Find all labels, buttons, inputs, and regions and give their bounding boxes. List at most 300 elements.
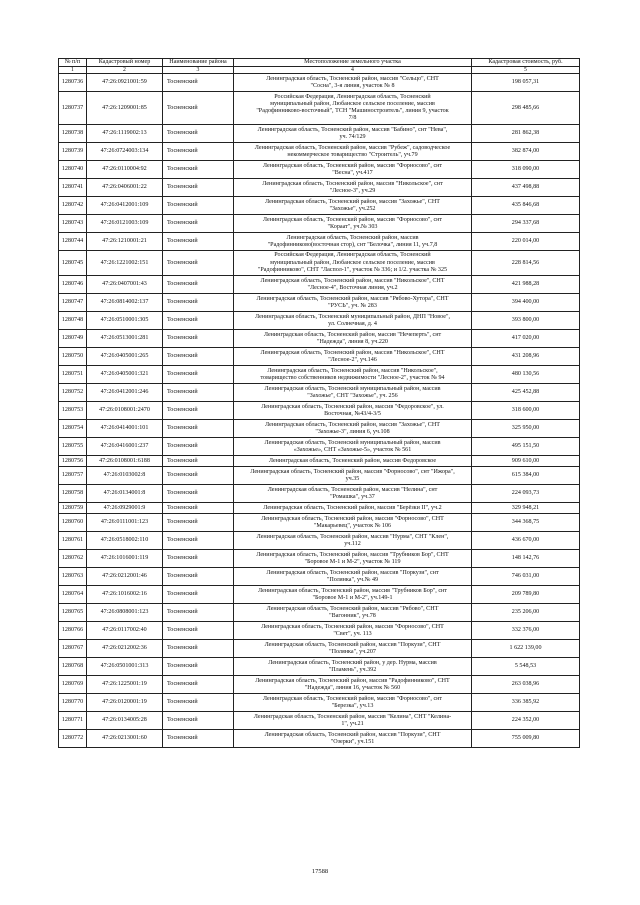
table-row — [59, 143, 580, 161]
table-row — [59, 622, 580, 640]
address-line: "Радофинниково", СНТ "Ласпол-1", участок № 336; и 1/2. участка № 325 — [257, 266, 448, 273]
cadastral-table-container — [58, 58, 579, 748]
address-line: "Лесное-2", уч.146 — [328, 356, 377, 363]
row-number-cell: 1280739 — [59, 143, 87, 161]
address-line: Ленинградская область, Тосненский район, массив "Федоровское", ул. — [261, 403, 444, 410]
row-number-cell: 1280744 — [59, 233, 87, 251]
address-line: "Радофинниково(восточная стор), снт "Белочка", линия 11, уч.7,8 — [267, 241, 438, 248]
district-cell: Тосненский — [163, 215, 234, 233]
address-line: Ленинградская область, Тосненский район, массив "Поркузи", СНТ — [264, 641, 441, 648]
address-cell — [234, 467, 472, 485]
table-row — [59, 658, 580, 676]
address-line: Ленинградская область, Тосненский район, массив — [286, 234, 419, 241]
cadastral-cost-cell: 5 548,53 — [472, 658, 580, 676]
cadastral-cost-cell: 281 862,38 — [472, 125, 580, 143]
address-cell — [234, 712, 472, 730]
district-cell: Тосненский — [163, 604, 234, 622]
district-cell: Тосненский — [163, 568, 234, 586]
address-line: "Лесное-3", уч.29 — [329, 187, 376, 194]
cadastral-cost-cell: 332 376,00 — [472, 622, 580, 640]
district-cell: Тосненский — [163, 712, 234, 730]
table-row — [59, 251, 580, 276]
cadastral-cost-cell: 198 057,31 — [472, 74, 580, 92]
column-number: 1 — [59, 67, 87, 74]
address-line: "Свет", уч. 113 — [333, 630, 372, 637]
district-cell: Тосненский — [163, 294, 234, 312]
table-row — [59, 197, 580, 215]
cadastral-number-cell: 47:26:0724003:134 — [87, 143, 163, 161]
cadastral-cost-cell: 436 670,00 — [472, 532, 580, 550]
table-row — [59, 467, 580, 485]
cadastral-number-cell: 47:26:0134001:8 — [87, 485, 163, 503]
cadastral-cost-cell: 294 337,68 — [472, 215, 580, 233]
address-cell — [234, 485, 472, 503]
district-cell: Тосненский — [163, 503, 234, 514]
address-cell — [234, 366, 472, 384]
district-cell: Тосненский — [163, 730, 234, 748]
address-line: "Надежда", линия 8, уч.220 — [317, 338, 388, 345]
header-row — [59, 59, 580, 67]
table-row — [59, 348, 580, 366]
district-cell: Тосненский — [163, 676, 234, 694]
row-number-cell: 1280740 — [59, 161, 87, 179]
cadastral-number-cell: 47:26:1225001:19 — [87, 676, 163, 694]
row-number-cell: 1280768 — [59, 658, 87, 676]
cadastral-cost-cell: 325 950,00 — [472, 420, 580, 438]
district-cell: Тосненский — [163, 694, 234, 712]
table-row — [59, 125, 580, 143]
row-number-cell: 1280764 — [59, 586, 87, 604]
cadastral-number-cell: 47:26:0120001:19 — [87, 694, 163, 712]
district-cell: Тосненский — [163, 161, 234, 179]
cadastral-number-cell: 47:26:1209001:85 — [87, 92, 163, 125]
table-row — [59, 712, 580, 730]
address-line: "Надежда", линия 16, участок № 560 — [304, 684, 401, 691]
cadastral-cost-cell: 755 009,80 — [472, 730, 580, 748]
row-number-cell: 1280753 — [59, 402, 87, 420]
district-cell: Тосненский — [163, 658, 234, 676]
cadastral-cost-cell: 235 206,00 — [472, 604, 580, 622]
cadastral-cost-cell: 1 622 139,00 — [472, 640, 580, 658]
address-line: уч.112 — [344, 540, 361, 547]
cadastral-number-cell: 47:26:0414001:101 — [87, 420, 163, 438]
district-cell: Тосненский — [163, 514, 234, 532]
address-line: уч. 74/129 — [339, 133, 366, 140]
address-line: "Боровое М-1 и М-2", участок № 119 — [304, 558, 401, 565]
address-line: Ленинградская область, Тосненский район, массив Федоровское — [268, 457, 437, 464]
district-cell: Тосненский — [163, 622, 234, 640]
cadastral-cost-cell: 909 610,00 — [472, 456, 580, 467]
cadastral-number-cell: 47:26:0110004:92 — [87, 161, 163, 179]
address-line: "Весна", уч.417 — [332, 169, 373, 176]
address-line: Ленинградская область, Тосненский район, массив "Поркузи", СНТ — [264, 731, 441, 738]
table-row — [59, 485, 580, 503]
address-cell — [234, 74, 472, 92]
district-cell: Тосненский — [163, 143, 234, 161]
address-line: "Сосна", 3-я линия, участок № 8 — [310, 82, 395, 89]
table-row — [59, 568, 580, 586]
address-line: "Макарьевец", участок № 106 — [313, 522, 392, 529]
row-number-cell: 1280772 — [59, 730, 87, 748]
district-cell: Тосненский — [163, 366, 234, 384]
address-cell — [234, 730, 472, 748]
address-line: Ленинградская область, Тосненский район, массив "Келина", СНТ "Келина- — [253, 713, 452, 720]
address-line: Ленинградская область, Тосненский район, массив "Никольское", — [267, 367, 438, 374]
address-cell — [234, 514, 472, 532]
cadastral-cost-cell: 393 800,00 — [472, 312, 580, 330]
cadastral-number-cell: 47:26:0921001:59 — [87, 74, 163, 92]
address-line: "Радофинниково-восточный", ТСН "Машиностроитель", линия 9, участок — [256, 108, 449, 115]
address-cell — [234, 658, 472, 676]
row-number-cell: 1280758 — [59, 485, 87, 503]
table-row — [59, 420, 580, 438]
address-cell — [234, 694, 472, 712]
cadastral-cost-cell: 263 038,96 — [472, 676, 580, 694]
address-cell — [234, 456, 472, 467]
address-line: Российская Федерация, Ленинградская область, Тосненский — [274, 93, 431, 100]
row-number-cell: 1280757 — [59, 467, 87, 485]
address-line: "Захожье", уч.252 — [329, 205, 376, 212]
cadastral-cost-cell: 336 385,92 — [472, 694, 580, 712]
cadastral-number-cell: 47:26:0212002:36 — [87, 640, 163, 658]
address-line: "Кораат", уч.№ 303 — [327, 223, 378, 230]
district-cell: Тосненский — [163, 197, 234, 215]
district-cell: Тосненский — [163, 74, 234, 92]
column-number: 3 — [163, 67, 234, 74]
row-number-cell: 1280765 — [59, 604, 87, 622]
table-row — [59, 312, 580, 330]
address-line: Ленинградская область, Тосненский район, массив "Рябово-Хутора", СНТ — [256, 295, 449, 302]
row-number-cell: 1280748 — [59, 312, 87, 330]
table-row — [59, 694, 580, 712]
address-line: Ленинградская область, Тосненский район, массив "Форносово", СНТ — [261, 623, 444, 630]
table-row — [59, 503, 580, 514]
district-cell: Тосненский — [163, 438, 234, 456]
address-line: "Озерки", уч.151 — [330, 738, 375, 745]
table-row — [59, 402, 580, 420]
table-row — [59, 330, 580, 348]
address-cell — [234, 251, 472, 276]
cadastral-number-cell: 47:26:0412001:246 — [87, 384, 163, 402]
cadastral-cost-cell: 425 452,88 — [472, 384, 580, 402]
address-line: Ленинградская область, Тосненский муниципальный район, ДНП "Новое", — [255, 313, 450, 320]
cadastral-number-cell: 47:26:0405001:321 — [87, 366, 163, 384]
address-line: "Полянка", уч.№ 49 — [326, 576, 379, 583]
cadastral-cost-cell: 318 090,00 — [472, 161, 580, 179]
district-cell: Тосненский — [163, 384, 234, 402]
address-cell — [234, 276, 472, 294]
address-line: Ленинградская область, Тосненский муниципальный район, массив — [264, 385, 441, 392]
table-row — [59, 640, 580, 658]
table-row — [59, 676, 580, 694]
address-line: Ленинградская область, Тосненский район, массив "Никольское", СНТ — [260, 277, 445, 284]
address-line: Ленинградская область, Тосненский район, массив "Трубников Бор", СНТ — [256, 551, 449, 558]
table-row — [59, 586, 580, 604]
address-cell — [234, 402, 472, 420]
cadastral-cost-cell: 329 948,21 — [472, 503, 580, 514]
address-cell — [234, 312, 472, 330]
address-line: Ленинградская область, Тосненский район, массив "Нелина", снт — [267, 486, 438, 493]
row-number-cell: 1280741 — [59, 179, 87, 197]
table-row — [59, 294, 580, 312]
cadastral-number-cell: 47:26:0518002:110 — [87, 532, 163, 550]
address-line: Ленинградская область, Тосненский район, массив "Радофинниково", СНТ — [255, 677, 450, 684]
address-line: Ленинградская область, Тосненский район, массив "Захожье", СНТ — [265, 421, 440, 428]
address-line: Ленинградская область, Тосненский район, массив "Форносово", снт — [262, 162, 443, 169]
row-number-cell: 1280746 — [59, 276, 87, 294]
column-number: 4 — [234, 67, 472, 74]
cadastral-cost-cell: 382 874,00 — [472, 143, 580, 161]
cadastral-number-cell: 47:26:0814002:137 — [87, 294, 163, 312]
row-number-cell: 1280763 — [59, 568, 87, 586]
cadastral-number-cell: 47:26:1016001:119 — [87, 550, 163, 568]
district-cell: Тосненский — [163, 348, 234, 366]
address-line: "Пламень", уч.392 — [328, 666, 377, 673]
row-number-cell: 1280737 — [59, 92, 87, 125]
address-cell — [234, 215, 472, 233]
table-row — [59, 730, 580, 748]
cadastral-cost-cell: 228 814,56 — [472, 251, 580, 276]
cadastral-cost-cell: 224 352,00 — [472, 712, 580, 730]
table-body — [59, 74, 580, 748]
cadastral-number-cell: 47:26:0134005:28 — [87, 712, 163, 730]
row-number-cell: 1280771 — [59, 712, 87, 730]
address-cell — [234, 197, 472, 215]
address-line: "Захожье", СНТ "Захожье", уч. 256 — [307, 392, 398, 399]
district-cell: Тосненский — [163, 532, 234, 550]
address-cell — [234, 294, 472, 312]
address-line: Ленинградская область, Тосненский район, массив "Рябово", СНТ — [266, 605, 439, 612]
table-row — [59, 179, 580, 197]
address-cell — [234, 532, 472, 550]
table-row — [59, 92, 580, 125]
cadastral-number-cell: 47:26:0407001:43 — [87, 276, 163, 294]
address-cell — [234, 233, 472, 251]
cadastral-cost-cell: 209 789,80 — [472, 586, 580, 604]
address-line: муниципальный район, Любанское сельское поселение, массив — [270, 259, 435, 266]
cadastral-cost-cell: 495 151,50 — [472, 438, 580, 456]
district-cell: Тосненский — [163, 586, 234, 604]
address-line: "РУСЬ", уч. № 283 — [328, 302, 377, 309]
cadastral-cost-cell: 615 384,00 — [472, 467, 580, 485]
cadastral-cost-cell: 148 142,76 — [472, 550, 580, 568]
address-cell — [234, 125, 472, 143]
address-cell — [234, 330, 472, 348]
table-row — [59, 233, 580, 251]
address-line: Ленинградская область, Тосненский район, массив "Рубеж", садоводческое — [254, 144, 451, 151]
address-line: Ленинградская область, Тосненский район, массив "Трубников Бор", снт — [258, 587, 447, 594]
table-row — [59, 366, 580, 384]
address-line: Ленинградская область, Тосненский район, массив "Форносово", снт — [262, 216, 443, 223]
address-cell — [234, 420, 472, 438]
district-cell: Тосненский — [163, 312, 234, 330]
cadastral-cost-cell: 394 400,00 — [472, 294, 580, 312]
cadastral-cost-cell: 746 031,00 — [472, 568, 580, 586]
cadastral-cost-cell: 224 093,73 — [472, 485, 580, 503]
row-number-cell: 1280750 — [59, 348, 87, 366]
table-row — [59, 384, 580, 402]
table-row — [59, 215, 580, 233]
cadastral-cost-cell: 318 600,00 — [472, 402, 580, 420]
address-line: Ленинградская область, Тосненский район, массив "Никольское", СНТ — [260, 349, 445, 356]
district-cell: Тосненский — [163, 550, 234, 568]
row-number-cell: 1280755 — [59, 438, 87, 456]
address-line: Ленинградская область, Тосненский муниципальный район, массив — [264, 439, 441, 446]
address-line: муниципальный район, Любанское сельское поселение, массив — [270, 101, 435, 107]
address-line: ул. Солнечная, д. 4 — [328, 320, 377, 327]
row-number-cell: 1280762 — [59, 550, 87, 568]
address-cell — [234, 179, 472, 197]
table-row — [59, 514, 580, 532]
address-line: "Боровое М-1 и М-2", уч.149-1 — [312, 594, 393, 601]
cadastral-cost-cell: 417 020,00 — [472, 330, 580, 348]
row-number-cell: 1280736 — [59, 74, 87, 92]
table-row — [59, 532, 580, 550]
cadastral-number-cell: 47:26:0501001:313 — [87, 658, 163, 676]
row-number-cell: 1280747 — [59, 294, 87, 312]
row-number-cell: 1280769 — [59, 676, 87, 694]
column-header: Кадастровый номер — [87, 59, 163, 67]
cadastral-number-cell: 47:26:0212001:46 — [87, 568, 163, 586]
address-line: товарищество собственников недвижимости "Лесное-2", участок № 94 — [260, 374, 445, 381]
address-line: "Лесное-4", Восточная линия, уч.2 — [307, 284, 398, 291]
table-row — [59, 161, 580, 179]
address-cell — [234, 550, 472, 568]
row-number-cell: 1280745 — [59, 251, 87, 276]
row-number-cell: 1280759 — [59, 503, 87, 514]
cadastral-number-cell: 47:26:0808001:123 — [87, 604, 163, 622]
cadastral-number-cell: 47:26:0412001:109 — [87, 197, 163, 215]
address-cell — [234, 640, 472, 658]
table-row — [59, 438, 580, 456]
address-line: уч.35 — [345, 475, 360, 482]
address-line: некоммерческое товарищество "Строитель", уч.79 — [287, 151, 418, 158]
row-number-cell: 1280770 — [59, 694, 87, 712]
row-number-cell: 1280754 — [59, 420, 87, 438]
district-cell: Тосненский — [163, 402, 234, 420]
address-cell — [234, 92, 472, 125]
table-row — [59, 276, 580, 294]
address-line: Российская Федерация, Ленинградская область, Тосненский — [274, 252, 431, 259]
address-cell — [234, 503, 472, 514]
address-line: Ленинградская область, Тосненский район, массив "Форносово", снт "Ижора", — [250, 468, 455, 475]
address-line: Ленинградская область, Тосненский район, массив "Форносово", снт — [262, 695, 443, 702]
row-number-cell: 1280749 — [59, 330, 87, 348]
cadastral-number-cell: 47:26:0213001:60 — [87, 730, 163, 748]
row-number-cell: 1280751 — [59, 366, 87, 384]
cadastral-number-cell: 47:26:1016002:16 — [87, 586, 163, 604]
row-number-cell: 1280756 — [59, 456, 87, 467]
cadastral-cost-cell: 421 988,28 — [472, 276, 580, 294]
cadastral-cost-cell: 298 485,66 — [472, 92, 580, 125]
row-number-cell: 1280752 — [59, 384, 87, 402]
cadastral-number-cell: 47:26:0117002:40 — [87, 622, 163, 640]
district-cell: Тосненский — [163, 276, 234, 294]
address-cell — [234, 676, 472, 694]
cadastral-number-cell: 47:26:1210001:21 — [87, 233, 163, 251]
cadastral-number-cell: 47:26:0405001:265 — [87, 348, 163, 366]
page-number: 17588 — [311, 868, 329, 875]
address-line: «Захожье», СНТ «Захожье-5», участок № 561 — [293, 446, 412, 453]
address-line: Ленинградская область, Тосненский район, массив "Форносово", СНТ — [261, 515, 444, 522]
column-header: Наименование района — [163, 59, 234, 67]
cadastral-number-cell: 47:26:0108001:6188 — [87, 456, 163, 467]
cadastral-cost-cell: 344 368,75 — [472, 514, 580, 532]
district-cell: Тосненский — [163, 467, 234, 485]
cadastral-number-cell: 47:26:0513001:281 — [87, 330, 163, 348]
address-line: Ленинградская область, Тосненский район, массив "Бабино", снт "Нева", — [257, 126, 448, 133]
address-line: "Захожье-3", линия 6, уч.108 — [315, 428, 390, 435]
row-number-cell: 1280767 — [59, 640, 87, 658]
table-row — [59, 74, 580, 92]
district-cell: Тосненский — [163, 330, 234, 348]
cadastral-number-cell: 47:26:0111001:123 — [87, 514, 163, 532]
address-cell — [234, 568, 472, 586]
cadastral-cost-cell: 431 208,96 — [472, 348, 580, 366]
cadastral-cost-cell: 437 498,88 — [472, 179, 580, 197]
cadastral-cost-cell: 480 130,56 — [472, 366, 580, 384]
district-cell: Тосненский — [163, 251, 234, 276]
district-cell: Тосненский — [163, 420, 234, 438]
district-cell: Тосненский — [163, 92, 234, 125]
row-number-cell: 1280743 — [59, 215, 87, 233]
cadastral-number-cell: 47:26:1119002:13 — [87, 125, 163, 143]
district-cell: Тосненский — [163, 179, 234, 197]
cadastral-number-cell: 47:26:1221002:151 — [87, 251, 163, 276]
cadastral-number-cell: 47:26:0406001:22 — [87, 179, 163, 197]
address-cell — [234, 586, 472, 604]
row-number-cell: 1280761 — [59, 532, 87, 550]
address-line: "Ромашка", уч.37 — [330, 493, 375, 500]
address-line: 1", уч.21 — [341, 720, 364, 727]
table-row — [59, 604, 580, 622]
district-cell: Тосненский — [163, 485, 234, 503]
row-number-cell: 1280742 — [59, 197, 87, 215]
address-cell — [234, 384, 472, 402]
district-cell: Тосненский — [163, 456, 234, 467]
address-line: "Вагонник", уч.78 — [329, 612, 376, 619]
district-cell: Тосненский — [163, 233, 234, 251]
row-number-cell: 1280766 — [59, 622, 87, 640]
address-cell — [234, 348, 472, 366]
cadastral-number-cell: 47:26:0416001:237 — [87, 438, 163, 456]
address-line: 7/8 — [348, 115, 357, 122]
table-row — [59, 550, 580, 568]
row-number-cell: 1280760 — [59, 514, 87, 532]
address-line: "Березка", уч.13 — [331, 702, 374, 709]
address-line: Ленинградская область, Тосненский район, массив "Берёзки II", уч.2 — [263, 504, 442, 511]
column-header: Кадастровая стоимость, руб. — [472, 59, 580, 67]
address-line: Ленинградская область, Тосненский район, массив "Захожье", СНТ — [265, 198, 440, 205]
cadastral-number-cell: 47:26:0103002:8 — [87, 467, 163, 485]
address-cell — [234, 143, 472, 161]
address-line: Восточная, №43/4-3/5 — [324, 410, 381, 417]
column-header: Местоположение земельного участка — [234, 59, 472, 67]
address-cell — [234, 161, 472, 179]
column-header: № п/п — [59, 59, 87, 67]
cadastral-number-cell: 47:26:0929001:9 — [87, 503, 163, 514]
address-cell — [234, 622, 472, 640]
cadastral-number-cell: 47:26:0510001:305 — [87, 312, 163, 330]
address-line: Ленинградская область, Тосненский район, массив "Никольское", снт — [262, 180, 443, 187]
address-line: Ленинградская область, Тосненский район, массив "Нечеперть", снт — [263, 331, 442, 338]
address-line: Ленинградская область, Тосненский район, массив "Поркузи", снт — [266, 569, 439, 576]
address-line: Ленинградская область, Тосненский район, массив "Нурма", СНТ "Клен", — [256, 533, 449, 540]
address-cell — [234, 604, 472, 622]
address-cell — [234, 438, 472, 456]
cadastral-value-table — [58, 58, 580, 748]
district-cell: Тосненский — [163, 125, 234, 143]
